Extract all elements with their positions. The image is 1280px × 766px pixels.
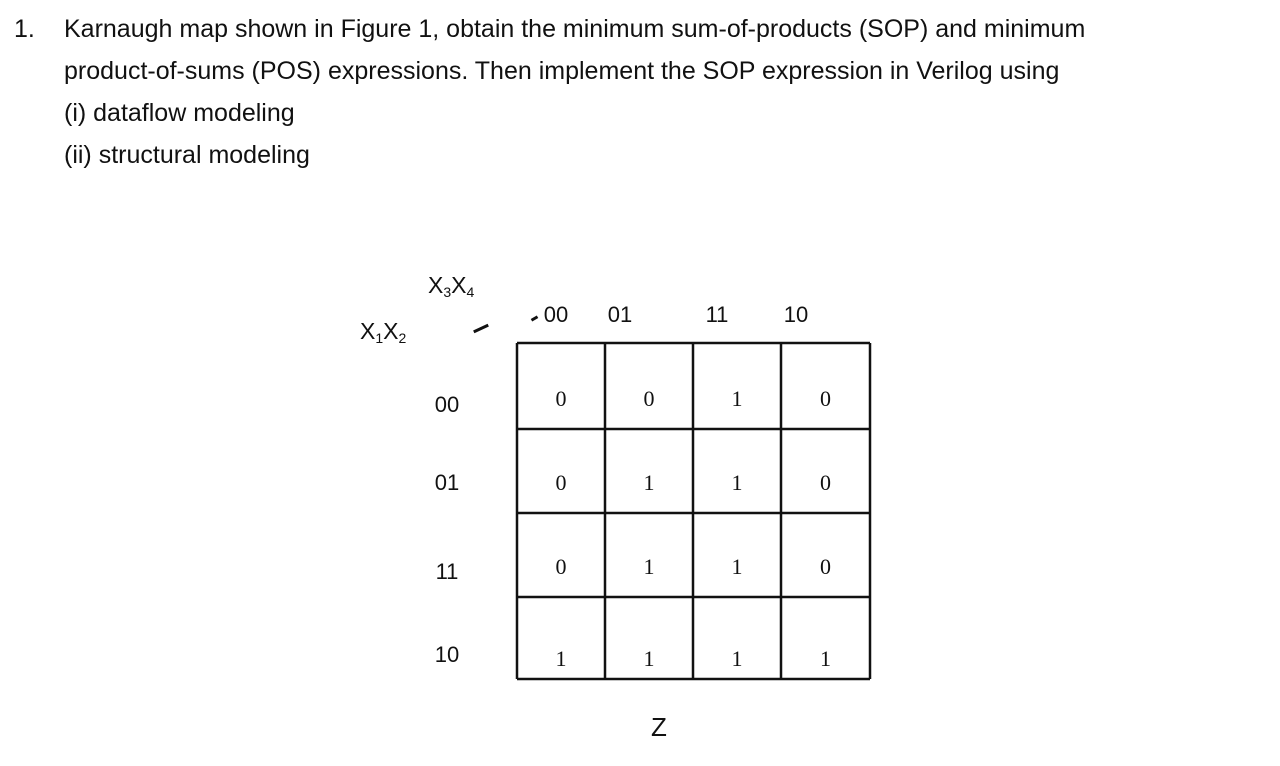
column-header-11: 11 (705, 302, 729, 327)
kmap-cell-value: 0 (820, 470, 831, 495)
row-variables-label (360, 318, 406, 351)
karnaugh-map-grid (517, 343, 870, 679)
column-header-00: 00 (543, 302, 569, 327)
kmap-cell-value: 1 (643, 554, 655, 579)
kmap-cell-value: 0 (555, 554, 567, 579)
kmap-cell-value: 0 (555, 386, 567, 411)
output-label: Z (651, 712, 667, 742)
column-variables-label (428, 272, 474, 305)
row-var-x2: $X_2$ (383, 318, 407, 346)
kmap-cell-value: 0 (643, 386, 655, 411)
column-header-10: 10 (783, 302, 809, 327)
kmap-cell-value: 1 (643, 470, 655, 495)
kmap-cell-value: 0 (555, 470, 567, 495)
row-header-01: 01 (434, 470, 460, 495)
question-number: 1. (14, 15, 35, 43)
column-header-01: 01 (607, 302, 633, 327)
question-part-ii: (ii) structural modeling (64, 141, 310, 169)
row-var-x1: $X_1$ (360, 318, 384, 346)
column-var-x4: $X_4$ (451, 272, 475, 300)
kmap-cell-value: 1 (555, 646, 567, 671)
column-var-x3: $X_3$ (428, 272, 452, 300)
kmap-cell-value: 1 (731, 470, 743, 495)
row-header-10: 10 (434, 642, 460, 667)
kmap-cell-value: 1 (731, 386, 743, 411)
kmap-cell-value: 0 (820, 554, 831, 579)
question-text-line-2: product-of-sums (POS) expressions. Then implement the SOP expression in Verilog using (64, 57, 1060, 85)
question-part-i: (i) dataflow modeling (64, 99, 295, 127)
row-header-11: 11 (435, 559, 459, 584)
row-header-00: 00 (434, 392, 460, 417)
kmap-cell-value: 0 (820, 386, 831, 411)
question-text-line-1: Karnaugh map shown in Figure 1, obtain the minimum sum-of-products (SOP) and minimum (64, 15, 1086, 43)
diagonal-divider-mark (473, 324, 489, 333)
kmap-cell-value: 1 (731, 646, 743, 671)
kmap-cell-value: 1 (820, 646, 831, 671)
kmap-cell-value: 1 (643, 646, 655, 671)
kmap-cell-value: 1 (731, 554, 743, 579)
